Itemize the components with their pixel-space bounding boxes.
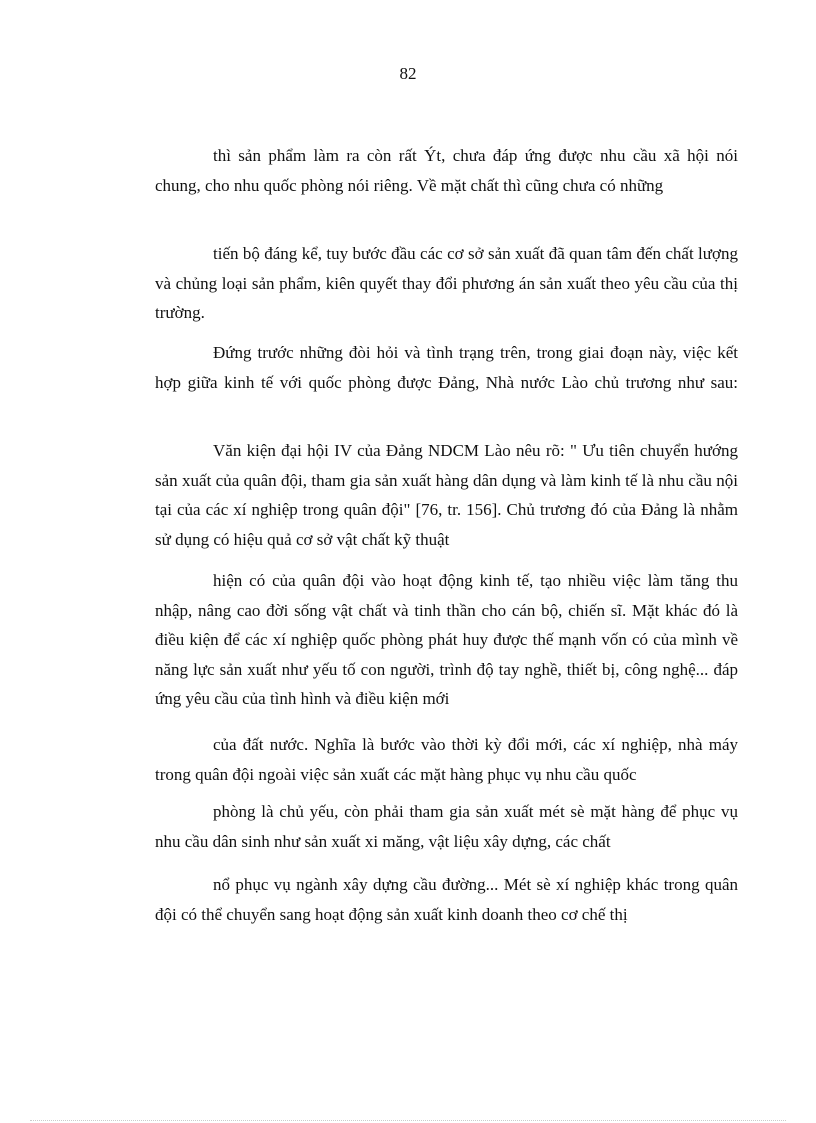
- paragraph-3: Đứng trước những đòi hỏi và tình trạng trên, trong giai đoạn này, việc kết hợp giữa kinh tế với quốc phòng được Đảng, Nhà nước Lào chủ trương như sau:: [155, 343, 738, 392]
- paragraph-7: phòng là chủ yếu, còn phải tham gia sản xuất mét sè mặt hàng để phục vụ nhu cầu dân sinh như sản xuất xi măng, vật liệu xây dựng, các chất: [155, 802, 738, 851]
- page-number: 82: [399, 64, 417, 83]
- paragraph-8: nổ phục vụ ngành xây dựng cầu đường... Mét sè xí nghiệp khác trong quân đội có thể chuyển sang hoạt động sản xuất kinh doanh theo cơ chế thị: [155, 875, 738, 924]
- paragraph-6: của đất nước. Nghĩa là bước vào thời kỳ đổi mới, các xí nghiệp, nhà máy trong quân đội ngoài việc sản xuất các mặt hàng phục vụ nhu cầu quốc: [155, 735, 738, 784]
- paragraph-5: hiện có của quân đội vào hoạt động kinh tế, tạo nhiều việc làm tăng thu nhập, nâng cao đời sống vật chất và tinh thần cho cán bộ, chiến sĩ. Mặt khác đó là điều kiện để các xí nghiệp quốc phòng phát huy được thế mạnh vốn có của mình về năng lực sản xuất như yếu tố con người, trình độ tay nghề, thiết bị, công nghệ... đáp ứng yêu cầu của tình hình và điều kiện mới: [155, 571, 738, 708]
- paragraph-1: thì sản phẩm làm ra còn rất Ýt, chưa đáp ứng được nhu cầu xã hội nói chung, cho nhu quốc phòng nói riêng. Về mặt chất thì cũng chưa có những: [155, 146, 738, 195]
- paragraph-2: tiến bộ đáng kể, tuy bước đầu các cơ sở sản xuất đã quan tâm đến chất lượng và chủng loại sản phẩm, kiên quyết thay đổi phương án sản xuất theo yêu cầu của thị trường.: [155, 244, 738, 322]
- page-bottom-divider: [30, 1120, 786, 1121]
- paragraph-4: Văn kiện đại hội IV của Đảng NDCM Lào nêu rõ: " Ưu tiên chuyển hướng sản xuất của quân đội, tham gia sản xuất hàng dân dụng và làm kinh tế là nhu cầu nội tại của các xí nghiệp trong quân đội" [76, tr. 156]. Chủ trương đó của Đảng là nhằm sử dụng có hiệu quả cơ sở vật chất kỹ thuật: [155, 441, 738, 549]
